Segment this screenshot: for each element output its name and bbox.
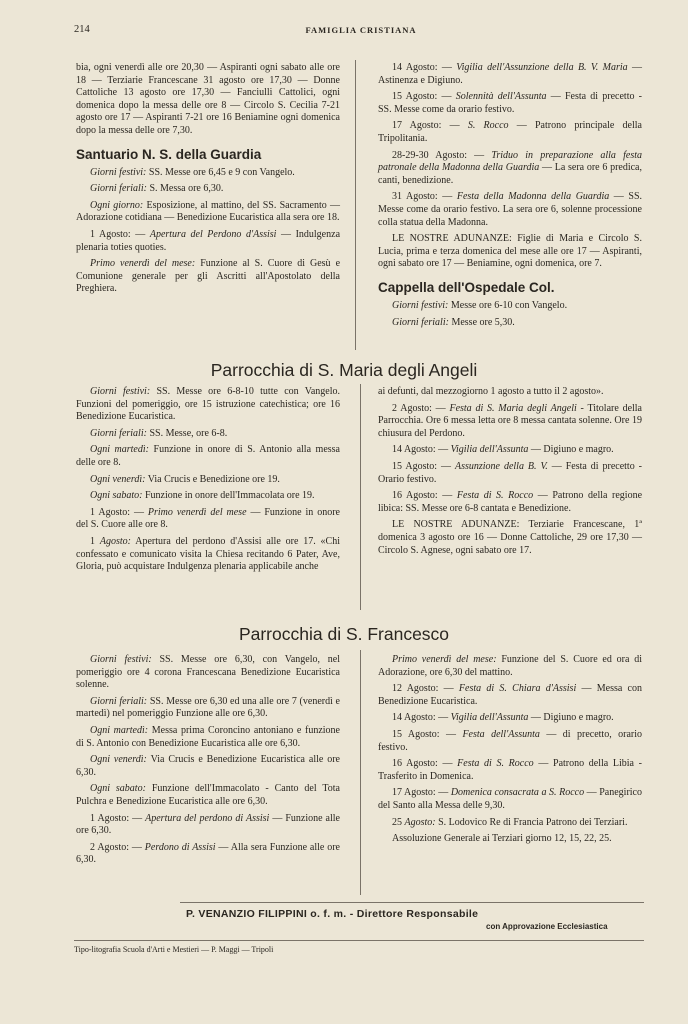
paragraph-italic: Vigilia dell'Assunzione della B. V. Maria <box>456 62 628 73</box>
paragraph-text: 12 Agosto: — <box>392 683 459 695</box>
paragraph <box>76 696 340 721</box>
paragraph <box>378 62 642 87</box>
paragraph-italic: Assunzione della B. V. <box>455 460 548 472</box>
paragraph-text: 15 Agosto: — <box>392 460 455 472</box>
paragraph-text: 16 Agosto: — <box>392 758 458 770</box>
paragraph <box>378 403 642 441</box>
paragraph-italic: Triduo in preparazione alla festa patronale della Madonna della Guardia <box>378 149 642 174</box>
printer-imprint: Tipo-litografia Scuola d'Arti e Mestieri — P. Maggi — Tripoli <box>74 945 274 954</box>
paragraph-text: Funzione in onore di S. Antonio alla messa delle ore 8. <box>76 444 340 468</box>
paragraph-text: 25 <box>392 816 405 828</box>
page-number: 214 <box>74 24 90 35</box>
paragraph <box>378 444 642 457</box>
paragraph-italic: Giorni feriali: <box>90 695 148 707</box>
paragraph-italic: Giorni festivi: <box>392 299 449 311</box>
paragraph-text: — Festa di precetto - SS. Messe come da orario festivo. <box>378 91 643 115</box>
footer-rule <box>180 902 644 903</box>
paragraph <box>378 654 642 679</box>
column-divider <box>360 650 361 895</box>
paragraph-text: 14 Agosto: — <box>392 62 457 73</box>
paragraph-text: 28-29-30 Agosto: — <box>392 149 492 161</box>
paragraph <box>76 167 340 180</box>
paragraph-text: Funzione del S. Cuore ed ora di Adorazione, ore 6,30 del mattino. <box>378 654 642 678</box>
column-divider <box>360 384 361 610</box>
paragraph-text: 17 Agosto: — <box>392 787 451 799</box>
paragraph <box>76 183 340 196</box>
paragraph <box>378 683 642 708</box>
section-title-san-francesco: Parrocchia di S. Francesco <box>238 624 450 644</box>
paragraph-text: ai defunti, dal mezzogiorno 1 agosto a tutto il 2 agosto». <box>378 386 604 397</box>
paragraph-text: 14 Agosto: — <box>392 712 451 724</box>
paragraph-text: SS. Messe, ore 6-8. <box>146 427 228 439</box>
paragraph-italic: Ogni martedì: <box>90 724 149 736</box>
paragraph-italic: Festa dell'Assunta <box>462 728 540 740</box>
paragraph-italic: Apertura del Perdono d'Assisi <box>149 228 277 240</box>
paragraph-text: 1 Agosto: — <box>90 228 150 240</box>
paragraph-text: — Digiuno e magro. <box>528 712 614 724</box>
paragraph-italic: Giorni feriali: <box>90 427 147 439</box>
santa-maria-right-column <box>378 386 642 557</box>
section-title-santuario: Santuario N. S. della Guardia <box>76 146 262 162</box>
paragraph <box>76 783 340 808</box>
paragraph-text: — Alla sera Funzione alle ore 6,30. <box>76 841 340 866</box>
paragraph <box>378 758 642 783</box>
paragraph-italic: Ogni venerdì: <box>90 473 146 485</box>
paragraph-italic: Festa di S. Rocco <box>456 490 534 502</box>
paragraph-text: — Patrono della regione libica: SS. Messe ore 6-8 cantata e Benedizione. <box>378 490 643 514</box>
paragraph-italic: Vigilia dell'Assunta <box>450 444 529 456</box>
paragraph-text: — Funzione in onore del S. Cuore alle ore 8. <box>76 506 340 531</box>
paragraph-text: Esposizione, al mattino, del SS. Sacramento — Adorazione cotidiana — Benedizione Eucaristica alla sera ore 18. <box>76 199 340 224</box>
running-header <box>74 24 648 38</box>
paragraph-text: Messe ore 6-10 con Vangelo. <box>448 299 568 311</box>
paragraph-text: 1 <box>90 535 100 547</box>
paragraph-text: — di precetto, orario festivo. <box>378 728 643 753</box>
paragraph-text: 2 Agosto: — <box>392 402 450 414</box>
paragraph-text: — Patrono della Libia - Trasferito in Domenica. <box>378 758 642 782</box>
paragraph-text: 17 Agosto: — <box>392 120 468 132</box>
paragraph <box>76 536 340 574</box>
paragraph-text: 2 Agosto: — <box>90 841 145 853</box>
paragraph <box>76 444 340 469</box>
paragraph-text: — Indulgenza plenaria toties quoties. <box>76 228 341 253</box>
paragraph-italic: S. Rocco <box>467 120 509 132</box>
paragraph-text: Via Crucis e Benedizione ore 19. <box>145 473 280 485</box>
paragraph-italic: Solennità dell'Assunta <box>455 91 547 103</box>
paragraph <box>378 120 642 145</box>
paragraph-italic: Festa di S. Chiara d'Assisi <box>458 683 577 695</box>
paragraph-italic: Ogni venerdì: <box>90 754 147 766</box>
paragraph-italic: Festa della Madonna della Guardia <box>456 191 610 203</box>
paragraph <box>76 258 340 296</box>
paragraph-text: LE NOSTRE ADUNANZE: Figlie di Maria e Circolo S. Lucia, prima e terza domenica del mese alle ore 17 — Aspiranti, ogni sabato ore 17 — Beniamine, ogni domenica, ore 7. <box>378 233 642 270</box>
paragraph <box>378 191 642 229</box>
paragraph <box>76 386 340 424</box>
paragraph-italic: Ogni martedì: <box>90 444 149 456</box>
paragraph <box>76 754 340 779</box>
paragraph-text: LE NOSTRE ADUNANZE: Terziarie Francescane, 1ª domenica 3 agosto ore 16 — Donne Cattoliche, 29 ore 17,30 — Circolo S. Agnese, ogni sabato ore 17. <box>378 519 642 556</box>
paragraph-text: 14 Agosto: — <box>392 444 451 456</box>
paragraph-text: 31 Agosto: — <box>392 191 457 203</box>
paragraph-italic: Primo venerdì del mese <box>147 506 247 518</box>
paragraph-text: — Digiuno e magro. <box>528 444 614 456</box>
paragraph-text: 1 Agosto: — <box>90 812 146 824</box>
director-line: P. VENANZIO FILIPPINI o. f. m. - Direttore Responsabile <box>186 908 479 920</box>
paragraph <box>378 461 642 486</box>
paragraph <box>378 787 642 812</box>
paragraph-italic: Primo venerdì del mese: <box>392 654 497 665</box>
paragraph <box>378 386 642 399</box>
paragraph <box>76 842 340 867</box>
paragraph <box>76 474 340 487</box>
paragraph-text: — La sera ore 6 predica, canti, benedizione. <box>378 162 642 186</box>
paragraph-text: 15 Agosto: — <box>392 91 456 103</box>
paragraph-text: 15 Agosto: — <box>392 728 463 740</box>
paragraph-text: — Festa di precetto - Orario festivo. <box>378 460 642 485</box>
paragraph <box>378 91 642 116</box>
paragraph-text: 16 Agosto: — <box>392 490 457 502</box>
san-francesco-left-column <box>76 654 340 867</box>
paragraph-text: Via Crucis e Benedizione Eucaristica alle ore 6,30. <box>76 754 340 778</box>
printer-rule <box>74 940 644 941</box>
paragraph-text: 1 Agosto: — <box>90 506 148 518</box>
paragraph-text: — Messa con Benedizione Eucaristica. <box>378 683 642 707</box>
paragraph <box>378 833 642 846</box>
paragraph <box>76 490 340 503</box>
paragraph-text: — Funzione alle ore 6,30. <box>76 812 340 837</box>
santa-maria-left-column <box>76 386 340 574</box>
paragraph-text: Funzione dell'Immacolato - Canto del Tota Pulchra e Benedizione Eucaristica alle ore 6,30. <box>76 783 340 807</box>
paragraph <box>378 712 642 725</box>
paragraph <box>378 817 642 830</box>
top-left-column <box>76 62 340 296</box>
paragraph-text: — Panegirico del Santo alla Messa delle 9,30. <box>378 787 642 811</box>
paragraph-text: SS. Messe ore 6,45 e 9 con Vangelo. <box>146 166 295 178</box>
paragraph-text: — Astinenza e Digiuno. <box>378 62 642 86</box>
paragraph <box>76 62 340 138</box>
paragraph <box>378 490 642 515</box>
paragraph <box>378 150 642 188</box>
approval-line: con Approvazione Ecclesiastica <box>486 922 608 931</box>
paragraph-text: SS. Messe ore 6,30, con Vangelo, nel pomeriggio ore 4 corona Francescana Benedizione Eucaristica solenne. <box>76 654 340 691</box>
paragraph-italic: Ogni sabato: <box>90 783 146 795</box>
paragraph-text: — SS. Messe come da orario festivo. La sera ore 6, solenne processione colla statua della Madonna. <box>378 191 643 228</box>
paragraph-text: Funzione in onore dell'Immacolata ore 19. <box>142 490 315 502</box>
paragraph <box>76 200 340 225</box>
column-divider <box>355 60 356 350</box>
paragraph <box>378 729 642 754</box>
paragraph <box>378 300 642 313</box>
paragraph-text: SS. Messe ore 6-8-10 tutte con Vangelo. Funzioni del pomeriggio, ore 15 istruzione catechistica; ore 16 Benedizione Eucaristica. <box>76 386 341 423</box>
paragraph <box>76 229 340 254</box>
paragraph-text: Messe ore 5,30. <box>448 316 515 328</box>
top-right-column <box>378 62 642 329</box>
paragraph-italic: Apertura del perdono di Assisi <box>145 812 270 824</box>
paragraph-text: Apertura del perdono d'Assisi alle ore 17. «Chi confessato e comunicato visita la Chiesa recitando 6 Pater, Ave, Gloria, può acquistare Indulgenza plenaria applicabile anche <box>76 535 340 573</box>
paragraph-italic: Festa di S. Rocco <box>457 758 534 770</box>
paragraph-italic: Vigilia dell'Assunta <box>450 712 529 724</box>
paragraph <box>76 654 340 692</box>
paragraph-italic: Primo venerdì del mese: <box>90 258 196 270</box>
paragraph-italic: Ogni sabato: <box>90 490 143 502</box>
paragraph <box>378 233 642 271</box>
paragraph-text: Messa prima Coroncino antoniano e funzione di S. Antonio con Benedizione Eucaristica alle ore 6,30. <box>76 724 340 749</box>
paragraph-italic: Agosto: <box>99 535 131 547</box>
section-title-cappella: Cappella dell'Ospedale Col. <box>378 279 555 295</box>
paragraph-italic: Ogni giorno: <box>90 199 144 211</box>
paragraph-italic: Giorni festivi: <box>90 386 151 397</box>
paragraph-italic: Agosto: <box>404 816 436 828</box>
paragraph <box>76 725 340 750</box>
paragraph-italic: Giorni festivi: <box>90 654 152 665</box>
paragraph-text: SS. Messe ore 6,30 ed una alle ore 7 (venerdì e martedì) nel pomeriggio Funzione alle ore 6,30. <box>76 695 340 720</box>
paragraph-italic: Perdono di Assisi <box>144 841 216 853</box>
paragraph-italic: Festa di S. Maria degli Angeli <box>449 402 577 414</box>
paragraph-text: - Titolare della Parrocchia. Ore 6 messa letta ore 8 messa cantata solenne. Ore 19 chiusura del Perdono. <box>378 402 642 439</box>
paragraph-text: S. Messa ore 6,30. <box>146 183 224 195</box>
journal-title: FAMIGLIA CRISTIANA <box>305 25 417 35</box>
paragraph <box>378 317 642 330</box>
paragraph-italic: Giorni feriali: <box>90 183 147 195</box>
paragraph-text: Assoluzione Generale ai Terziari giorno 12, 15, 22, 25. <box>392 833 612 845</box>
paragraph <box>76 428 340 441</box>
paragraph-italic: Giorni feriali: <box>392 316 449 328</box>
paragraph-text: bia, ogni venerdì alle ore 20,30 — Aspiranti ogni sabato alle ore 18 — Terziarie Francescane 31 agosto ore 17,30 — Donne Cattoliche 13 agosto ore 17,30 — Fanciulli Cattolici, ogni domenica dopo la messa delle ore 8 — Circolo S. Cecilia 7-21 agosto ore 17 — Aspiranti 7-21 ore 16 Beniamine ogni domenica dopo la messa delle ore 7,30. <box>76 62 340 136</box>
paragraph <box>76 813 340 838</box>
paragraph-text: Funzione al S. Cuore di Gesù e Comunione generale per gli Ascritti all'Apostolato della Preghiera. <box>76 258 341 295</box>
paragraph <box>378 519 642 557</box>
paragraph-italic: Giorni festivi: <box>90 166 147 178</box>
san-francesco-right-column <box>378 654 642 846</box>
section-title-santa-maria-angeli: Parrocchia di S. Maria degli Angeli <box>210 360 478 380</box>
paragraph-italic: Domenica consacrata a S. Rocco <box>450 787 585 799</box>
paragraph-text: S. Lodovico Re di Francia Patrono dei Terziari. <box>435 816 628 828</box>
paragraph <box>76 507 340 532</box>
paragraph-text: — Patrono principale della Tripolitania. <box>378 120 642 144</box>
